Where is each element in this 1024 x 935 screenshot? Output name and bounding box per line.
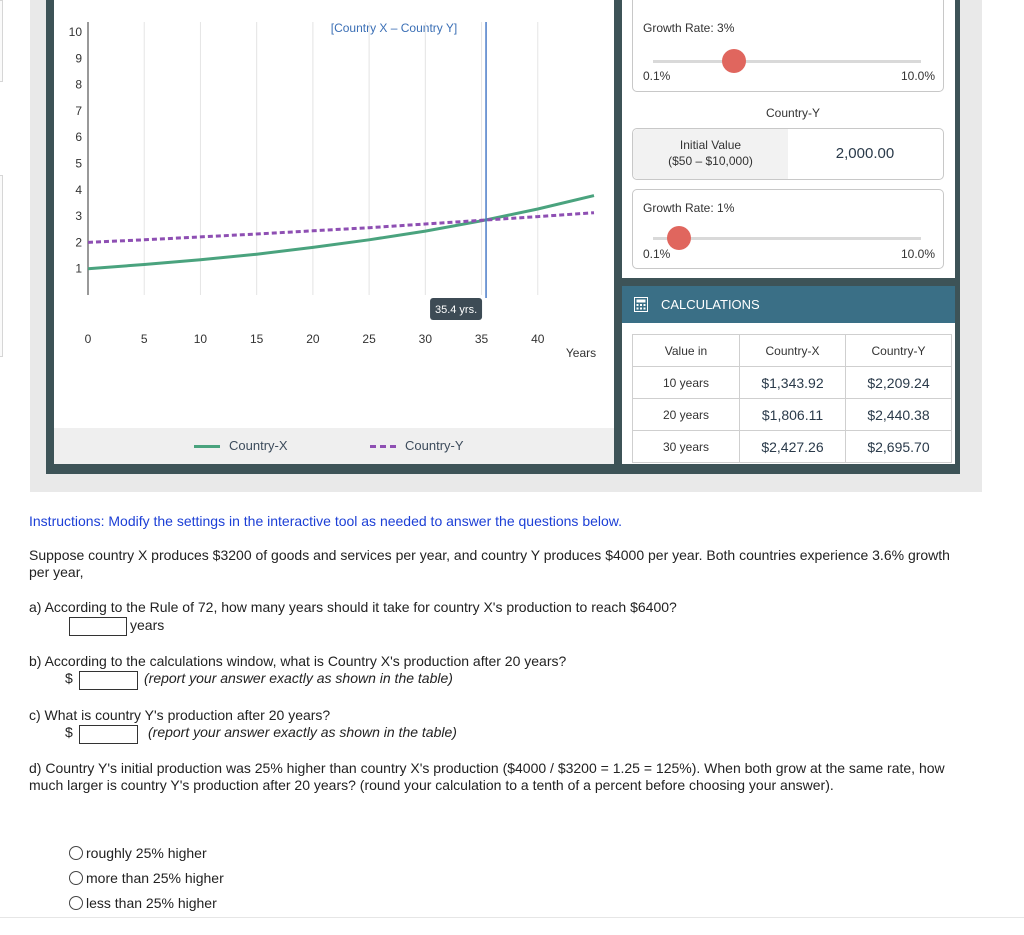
table-cell: $2,695.70 xyxy=(846,431,952,463)
slider-max-label: 10.0% xyxy=(901,247,936,261)
table-header-row xyxy=(633,335,952,367)
option-roughly-label: roughly 25% higher xyxy=(86,845,207,861)
growth-rate-card-country-y xyxy=(632,189,944,269)
initial-value-label: Initial Value xyxy=(679,138,742,152)
option-roughly-radio[interactable] xyxy=(69,846,83,860)
table-cell: $2,427.26 xyxy=(740,431,846,463)
y-tick-label: 4 xyxy=(75,182,82,197)
slider-min-label: 0.1% xyxy=(643,69,671,83)
initial-value-input[interactable]: 2,000.00 xyxy=(835,145,895,162)
growth-slider-handle-country-y[interactable] xyxy=(667,226,691,250)
x-tick-label: 35 xyxy=(474,332,489,346)
growth-rate-label-country-x: Growth Rate: 3% xyxy=(643,21,735,35)
option-less-radio[interactable] xyxy=(69,896,83,910)
slider-max-label: 10.0% xyxy=(901,69,936,83)
crosshair-label: 35.4 yrs. xyxy=(434,304,478,316)
left-edge-tab xyxy=(0,0,3,82)
calculations-title: CALCULATIONS xyxy=(661,297,760,312)
table-header: Country-X xyxy=(740,335,846,367)
chart-partial-title: [Country X – Country Y] xyxy=(330,21,458,35)
question-a-text: a) According to the Rule of 72, how many years should it take for country X's production to reach $6400? xyxy=(29,599,677,615)
table-cell: 30 years xyxy=(633,431,740,463)
problem-intro: Suppose country X produces $3200 of goods and services per year, and country Y produces $4000 per year. Both countries experience 3.6% growth per year, xyxy=(29,547,950,580)
series-line-country-x xyxy=(88,196,594,269)
question-d-text: d) Country Y's initial production was 25% higher than country X's production ($4000 / $3200 = 1.25 = 125%). When both grow at the same rate, how much larger is country Y's production after 20 years? (round your calculation to a tenth of a percent before choosing your answer). xyxy=(29,760,945,793)
answer-b-note: (report your answer exactly as shown in the table) xyxy=(144,670,453,686)
x-tick-label: 15 xyxy=(249,332,264,346)
initial-value-card xyxy=(632,128,944,180)
chart-legend xyxy=(54,428,614,464)
x-tick-label: 0 xyxy=(84,332,92,346)
answer-a-input[interactable] xyxy=(69,617,127,636)
calculations-table xyxy=(632,334,952,463)
x-tick-label: 25 xyxy=(362,332,376,346)
legend-label-country-x: Country-X xyxy=(229,438,288,453)
x-tick-label: 30 xyxy=(418,332,433,346)
x-tick-label: 5 xyxy=(140,332,148,346)
table-row xyxy=(633,431,952,463)
calculator-icon xyxy=(634,297,648,312)
growth-chart xyxy=(54,0,614,464)
answer-c-note: (report your answer exactly as shown in the table) xyxy=(148,724,457,740)
country-y-heading: Country-Y xyxy=(766,106,821,120)
table-cell: 20 years xyxy=(633,399,740,431)
x-tick-label: 10 xyxy=(193,332,208,346)
answer-c-prefix: $ xyxy=(65,724,73,740)
y-tick-label: 10 xyxy=(68,25,82,39)
x-tick-label: 40 xyxy=(531,332,545,346)
question-c-text: c) What is country Y's production after 20 years? xyxy=(29,707,331,723)
y-tick-label: 7 xyxy=(75,103,82,118)
chart-panel xyxy=(54,0,614,464)
table-header: Country-Y xyxy=(846,335,952,367)
table-cell: 10 years xyxy=(633,367,740,399)
table-row xyxy=(633,367,952,399)
legend-swatch-country-x xyxy=(194,445,220,448)
answer-b-input[interactable] xyxy=(79,671,138,690)
slider-min-label: 0.1% xyxy=(643,247,671,261)
series-line-country-y xyxy=(88,213,594,243)
page-divider xyxy=(0,917,1024,918)
left-edge-tab xyxy=(0,175,3,357)
option-more-radio[interactable] xyxy=(69,871,83,885)
growth-slider-track-country-y[interactable] xyxy=(653,237,921,240)
answer-c-input[interactable] xyxy=(79,725,138,744)
initial-value-range: ($50 – $10,000) xyxy=(668,154,753,168)
option-less-label: less than 25% higher xyxy=(86,895,217,911)
growth-rate-label-country-y: Growth Rate: 1% xyxy=(643,201,735,215)
y-tick-label: 2 xyxy=(75,235,82,250)
table-header: Value in xyxy=(633,335,740,367)
legend-label-country-y: Country-Y xyxy=(405,438,464,453)
y-tick-label: 1 xyxy=(75,261,82,276)
table-cell: $2,440.38 xyxy=(846,399,952,431)
y-tick-label: 5 xyxy=(75,156,82,171)
y-tick-label: 9 xyxy=(75,51,82,66)
x-tick-label: 20 xyxy=(306,332,320,346)
instructions-text: Instructions: Modify the settings in the interactive tool as needed to answer the questions below. xyxy=(29,513,623,529)
table-cell: $1,343.92 xyxy=(740,367,846,399)
growth-slider-track-country-x[interactable] xyxy=(653,60,921,63)
table-cell: $1,806.11 xyxy=(740,399,846,431)
y-tick-label: 8 xyxy=(75,77,82,92)
x-axis-label: Years xyxy=(565,346,597,360)
y-tick-label: 3 xyxy=(75,209,82,224)
y-tick-label: 6 xyxy=(75,130,82,145)
calculations-header[interactable] xyxy=(622,286,955,323)
legend-swatch-country-y xyxy=(370,445,396,448)
question-b-text: b) According to the calculations window, what is Country X's production after 20 years? xyxy=(29,653,567,669)
growth-rate-card-country-x xyxy=(632,0,944,92)
option-more-label: more than 25% higher xyxy=(86,870,224,886)
table-cell: $2,209.24 xyxy=(846,367,952,399)
table-row xyxy=(633,399,952,431)
answer-b-prefix: $ xyxy=(65,670,73,686)
answer-a-unit: years xyxy=(130,617,165,633)
growth-slider-handle-country-x[interactable] xyxy=(722,49,746,73)
